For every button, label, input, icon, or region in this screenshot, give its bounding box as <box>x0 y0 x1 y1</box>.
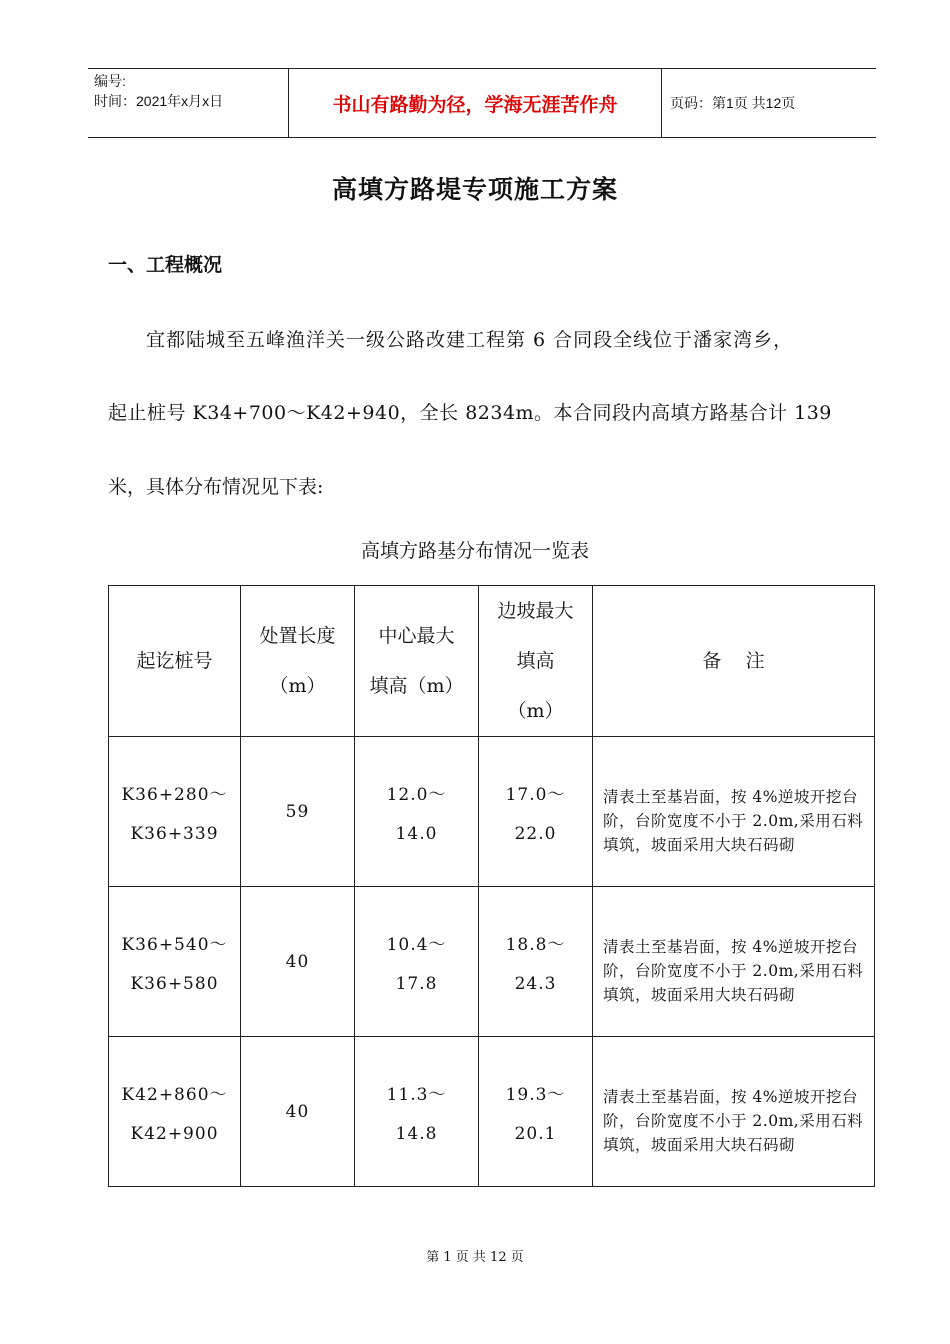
length-cell: 40 <box>241 887 355 1037</box>
header-center-line2: 填高（m） <box>369 675 464 697</box>
header-motto: 书山有路勤为径，学海无涯苦作舟 <box>332 93 618 116</box>
center-start: 10.4～ <box>386 934 447 955</box>
slope-height-cell <box>479 887 593 1037</box>
table-row <box>109 887 875 1037</box>
length-cell: 59 <box>241 737 355 887</box>
center-height-cell <box>355 887 479 1037</box>
header-length-line1: 处置长度 <box>259 625 336 647</box>
center-end: 14.8 <box>395 1123 438 1144</box>
station-cell <box>109 1037 241 1187</box>
center-end: 14.0 <box>395 823 438 844</box>
slope-end: 24.3 <box>514 973 557 994</box>
header-length <box>241 586 355 737</box>
document-title: 高填方路堤专项施工方案 <box>331 175 618 204</box>
time-label: 时间：2021年x月x日 <box>94 93 224 109</box>
header-center-height <box>355 586 479 737</box>
header-station-label: 起讫桩号 <box>136 650 213 672</box>
page-header <box>88 68 876 138</box>
header-length-line2: （m） <box>269 675 326 697</box>
table-row <box>109 737 875 887</box>
paragraph-line: 起止桩号 K34+700～K42+940，全长 8234m。本合同段内高填方路基合计 139 <box>108 402 832 424</box>
slope-end: 22.0 <box>514 823 557 844</box>
station-end: K42+900 <box>130 1123 219 1144</box>
station-end: K36+339 <box>130 823 219 844</box>
table-row <box>109 1037 875 1187</box>
section-heading: 一、工程概况 <box>108 254 223 276</box>
paragraph-line: 宜都陆城至五峰渔洋关一级公路改建工程第 6 合同段全线位于潘家湾乡， <box>146 329 794 351</box>
slope-start: 17.0～ <box>505 784 566 805</box>
station-cell <box>109 737 241 887</box>
code-label: 编号: <box>94 73 126 89</box>
header-slope-line2: 填高 <box>516 650 555 672</box>
station-start: K36+280～ <box>121 784 228 805</box>
station-start: K42+860～ <box>121 1084 228 1105</box>
header-center-line1: 中心最大 <box>378 625 455 647</box>
center-height-cell <box>355 1037 479 1187</box>
header-meta <box>88 69 288 137</box>
slope-height-cell <box>479 737 593 887</box>
station-end: K36+580 <box>130 973 219 994</box>
header-slope-height <box>479 586 593 737</box>
center-end: 17.8 <box>395 973 438 994</box>
length-cell: 40 <box>241 1037 355 1187</box>
station-start: K36+540～ <box>121 934 228 955</box>
header-station <box>109 586 241 737</box>
center-start: 12.0～ <box>386 784 447 805</box>
table-caption: 高填方路基分布情况一览表 <box>360 540 589 562</box>
header-slope-line3: （m） <box>507 700 564 722</box>
page-footer: 第 1 页 共 12 页 <box>426 1250 524 1265</box>
table-header-row <box>109 586 875 737</box>
slope-start: 18.8～ <box>505 934 566 955</box>
header-remark <box>593 586 875 737</box>
header-page-info: 页码：第1页 共12页 <box>670 95 796 111</box>
remark-cell: 清表土至基岩面，按 4%逆坡开挖台阶，台阶宽度不小于 2.0m,采用石料填筑，坡面采用大块石码砌 <box>593 887 875 1037</box>
station-cell <box>109 887 241 1037</box>
paragraph-line: 米，具体分布情况见下表: <box>108 476 324 498</box>
fill-distribution-table <box>108 585 875 1187</box>
header-slope-line1: 边坡最大 <box>497 600 574 622</box>
slope-start: 19.3～ <box>505 1084 566 1105</box>
center-start: 11.3～ <box>386 1084 447 1105</box>
remark-cell: 清表土至基岩面，按 4%逆坡开挖台阶，台阶宽度不小于 2.0m,采用石料填筑，坡面采用大块石码砌 <box>593 1037 875 1187</box>
center-height-cell <box>355 737 479 887</box>
header-remark-label: 备 注 <box>702 650 765 672</box>
remark-cell: 清表土至基岩面，按 4%逆坡开挖台阶，台阶宽度不小于 2.0m,采用石料填筑，坡面采用大块石码砌 <box>593 737 875 887</box>
slope-height-cell <box>479 1037 593 1187</box>
slope-end: 20.1 <box>514 1123 557 1144</box>
